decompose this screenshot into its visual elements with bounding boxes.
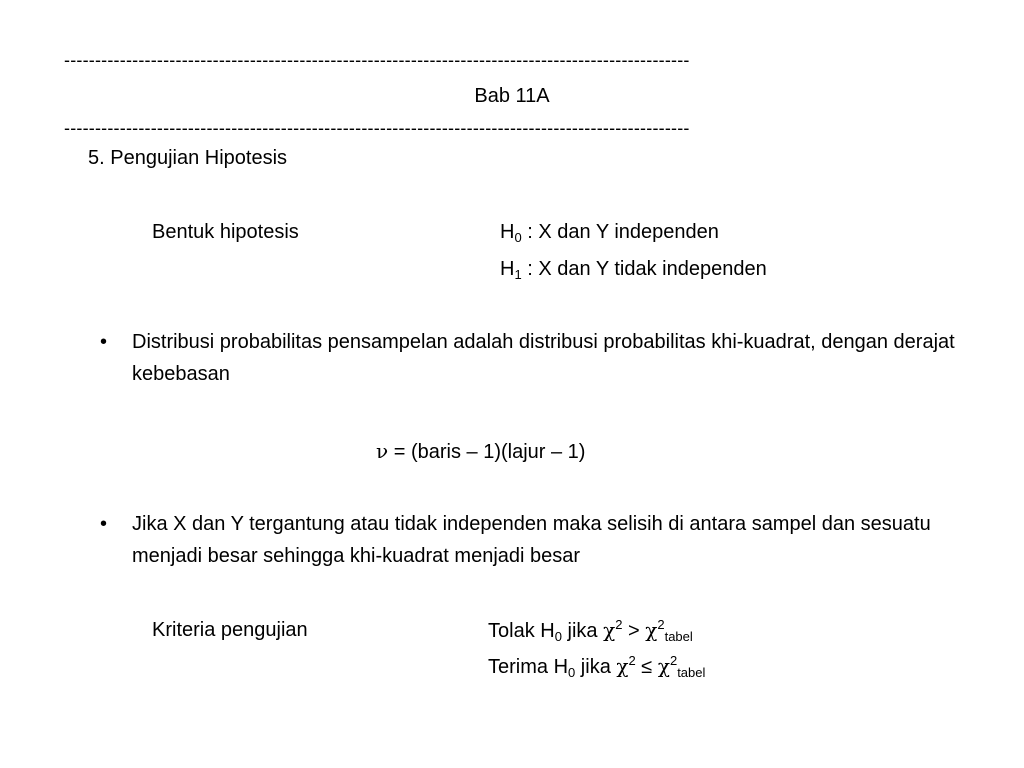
header-divider-top: ----------------------------------------------------------------------------------------------------- xyxy=(64,50,690,70)
bullet-item xyxy=(100,508,980,572)
hypothesis-h0: $H_0$ : X dan Y independen xyxy=(500,221,719,245)
degrees-of-freedom-formula: ν = (baris – 1)(lajur – 1) xyxy=(376,439,586,463)
hypothesis-label: Bentuk hipotesis xyxy=(152,221,299,243)
bullet-text: Jika X dan Y tergantung atau tidak independen maka selisih di antara sampel dan sesuatu menjadi besar sehingga khi-kuadrat menjadi besar xyxy=(132,513,931,567)
criteria-reject: Tolak $H_0$ jika $\chi^2 > \chi^2_{tabel}$ xyxy=(488,617,693,644)
bullet-glyph: • xyxy=(100,513,108,535)
criteria-accept: Terima $H_0$ jika $\chi^2 \le \chi^2_{tabel}$ xyxy=(488,653,706,680)
bullet-item xyxy=(100,326,980,390)
criteria-label: Kriteria pengujian xyxy=(152,619,308,641)
header-divider-bottom: ----------------------------------------------------------------------------------------------------- xyxy=(64,118,690,138)
bullet-glyph: • xyxy=(100,331,108,353)
section-heading: 5. Pengujian Hipotesis xyxy=(88,147,288,169)
bullet-text: Distribusi probabilitas pensampelan adalah distribusi probabilitas khi-kuadrat, dengan derajat kebebasan xyxy=(132,331,955,385)
hypothesis-h1: $H_1$ : X dan Y tidak independen xyxy=(500,258,767,282)
page-title: Bab 11A xyxy=(474,85,550,107)
